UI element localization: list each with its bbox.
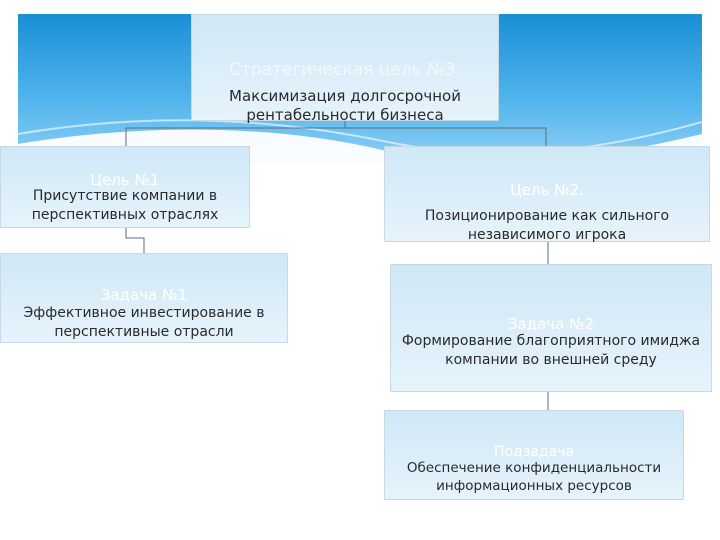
goal-2-box <box>384 146 710 242</box>
goal-1-text: Присутствие компании в перспективных отраслях <box>31 188 219 223</box>
strategic-goal-title: Стратегическая цель №3. <box>229 60 461 80</box>
task-1-box <box>0 253 288 343</box>
strategic-goal-box <box>191 14 499 124</box>
subtask-title: Подзадача <box>494 444 574 460</box>
task-2-text: Формирование благоприятного имиджа компании во внешней среду <box>401 333 701 368</box>
goal-1-title: Цель №1 <box>90 171 160 189</box>
goal-2-title: Цель №2. <box>510 181 584 199</box>
task-2-title: Задача №2 <box>507 315 595 333</box>
subtask-text: Обеспечение конфиденциальности информационных ресурсов <box>406 460 662 494</box>
subtask-box <box>384 410 684 500</box>
task-1-title: Задача №1 <box>100 286 188 304</box>
task-1-text: Эффективное инвестирование в перспективные отрасли <box>23 305 265 340</box>
strategic-goal-text: Максимизация долгосрочной рентабельности бизнеса <box>229 87 461 124</box>
goal-1-box <box>0 146 250 228</box>
task-2-box <box>390 264 712 392</box>
goal-2-text: Позиционирование как сильного независимого игрока <box>424 208 670 243</box>
